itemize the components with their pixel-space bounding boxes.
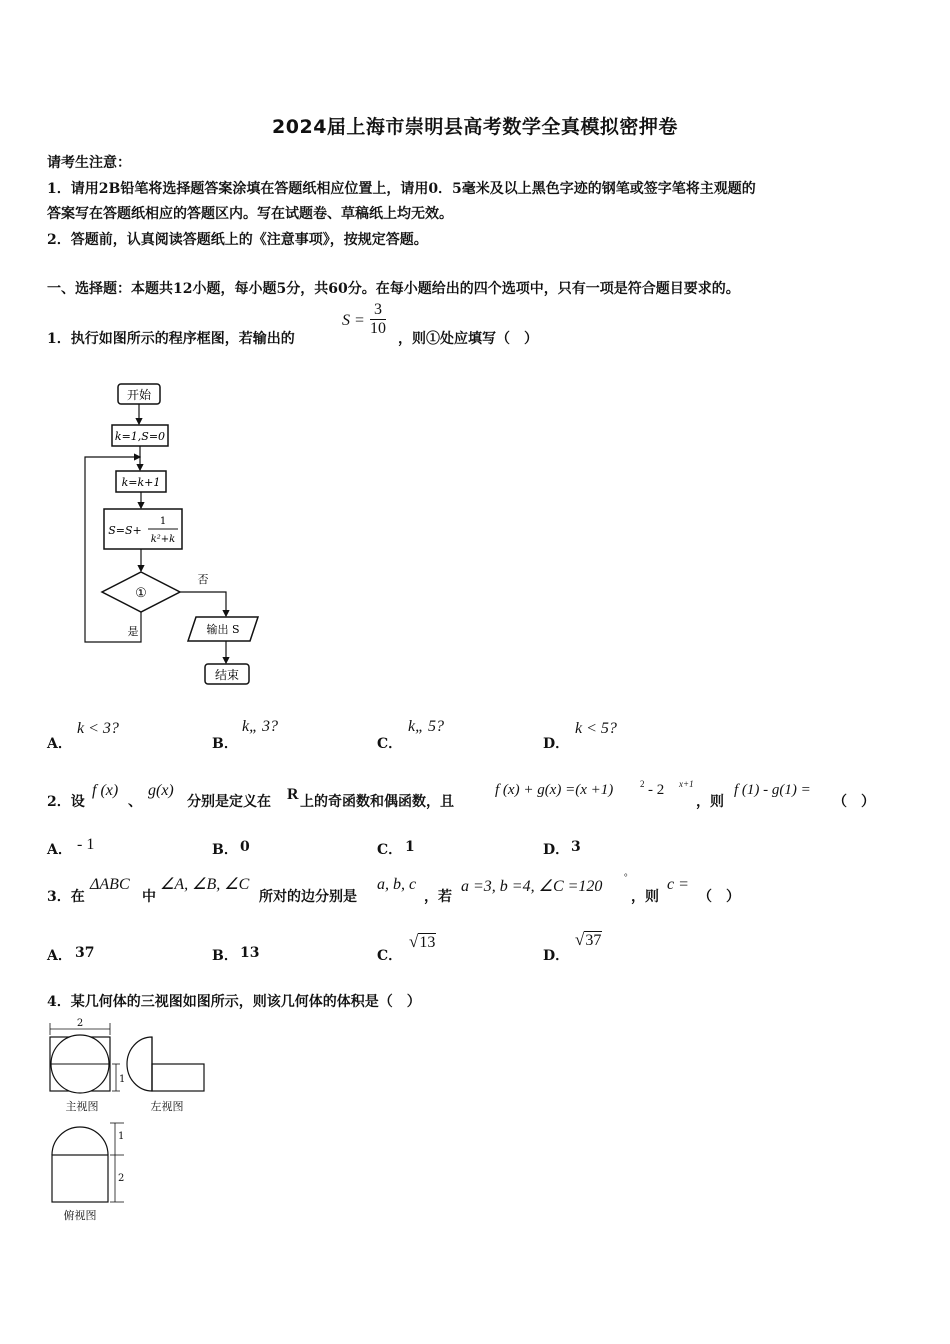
q1-fraction — [370, 301, 386, 338]
q3-c: c = — [667, 876, 689, 893]
q2-p3: 上的奇函数和偶函数，且 — [300, 794, 454, 810]
q3-condition: a =3, b =4, ∠C =120 — [461, 878, 603, 895]
q3-triangle: ΔABC — [90, 876, 130, 893]
flow-yes-label: 是 — [127, 625, 139, 638]
q4-text: 4．某几何体的三视图如图所示，则该几何体的体积是（ ） — [47, 994, 421, 1010]
front-width-dim: 2 — [76, 1018, 84, 1029]
flow-no-label: 否 — [197, 573, 209, 586]
q2-option-d-label: D． — [543, 842, 570, 858]
q2-gx: g(x) — [148, 782, 174, 799]
q2-R: R — [287, 786, 299, 803]
side-view-label: 左视图 — [150, 1100, 184, 1113]
q1-frac-den: 10 — [370, 320, 386, 337]
q3-option-c-value: √13 — [409, 932, 436, 951]
top-view-rect — [52, 1155, 108, 1202]
flow-condition-text: ① — [135, 586, 147, 601]
q3-sides: a, b, c — [377, 876, 417, 893]
q2-option-b-value: 0 — [240, 839, 250, 855]
q3-option-d-label: D． — [543, 948, 570, 964]
notice-heading: 请考生注意： — [47, 155, 131, 171]
q2-p1: 2．设 — [47, 794, 85, 810]
side-view-arc — [127, 1037, 152, 1091]
q3-p4: ，若 — [424, 889, 452, 905]
notice-item2: 2．答题前，认真阅读答题纸上的《注意事项》，按规定答题。 — [47, 232, 428, 248]
front-height-dim: 1 — [119, 1074, 126, 1085]
q2-sup2: x+1 — [679, 779, 694, 789]
q1-option-a-value: k < 3? — [77, 720, 119, 737]
side-view-rect — [152, 1064, 204, 1091]
q3-option-d-radicand: 37 — [585, 932, 602, 949]
q1-option-c-label: C． — [377, 736, 403, 752]
q3-p6: （ ） — [698, 889, 740, 905]
top-dim-2: 2 — [118, 1173, 125, 1184]
q1-suffix: ，则①处应填写（ ） — [398, 331, 538, 347]
q3-option-d-value: √37 — [575, 930, 602, 949]
flow-update-left: S=S+ — [108, 524, 142, 537]
front-view-label: 主视图 — [65, 1100, 99, 1113]
q1-option-d-value: k < 5? — [575, 720, 617, 737]
q2-option-c-label: C． — [377, 842, 403, 858]
notice-item1-line1: 1．请用2B铅笔将选择题答案涂填在答题纸相应位置上，请用0．5毫米及以上黑色字迹的钢笔或签字笔将主观题的 — [47, 181, 756, 197]
q3-p1: 3．在 — [47, 889, 85, 905]
flow-output-text: 输出 S — [206, 623, 240, 636]
flow-step-text: k=k+1 — [121, 476, 161, 489]
flow-update-den: k²+k — [150, 534, 176, 545]
flow-start-text: 开始 — [126, 388, 152, 402]
q1-option-d-label: D． — [543, 736, 570, 752]
flow-end-text: 结束 — [214, 668, 240, 682]
q3-option-c-radicand: 13 — [419, 934, 436, 951]
q2-option-a-label: A． — [47, 842, 72, 858]
q4-three-views — [40, 1015, 240, 1230]
q1-option-c-value: k„ 5? — [408, 718, 444, 735]
top-dim-1: 1 — [118, 1131, 125, 1142]
q3-p2: 中 — [142, 889, 156, 905]
q3-option-b-label: B． — [212, 948, 238, 964]
flow-init-text: k=1,S=0 — [114, 430, 166, 443]
q2-p4: ，则 — [696, 794, 724, 810]
q3-p5: ，则 — [631, 889, 659, 905]
q1-prefix: 1．执行如图所示的程序框图，若输出的 — [47, 331, 295, 347]
q3-option-b-value: 13 — [240, 945, 260, 961]
q2-option-b-label: B． — [212, 842, 238, 858]
q3-option-a-value: 37 — [75, 945, 95, 961]
q1-option-b-label: B． — [212, 736, 238, 752]
q1-frac-num: 3 — [370, 301, 386, 320]
q1-flowchart — [78, 378, 278, 690]
q2-fx: f (x) — [92, 782, 119, 799]
top-view-label: 俯视图 — [63, 1209, 97, 1222]
q3-option-c-label: C． — [377, 948, 403, 964]
q2-sep: 、 — [128, 794, 142, 810]
q3-angles: ∠A, ∠B, ∠C — [160, 876, 250, 893]
q1-math-s: S = — [342, 312, 365, 329]
q3-option-a-label: A． — [47, 948, 72, 964]
q2-option-d-value: 3 — [571, 839, 581, 855]
q1-option-a-label: A． — [47, 736, 72, 752]
top-view-arc — [52, 1127, 108, 1155]
q2-option-a-value: - 1 — [77, 836, 95, 853]
q3-degree: ° — [624, 872, 628, 882]
q2-p5: （ ） — [833, 794, 875, 810]
notice-item1-line2: 答案写在答题纸相应的答题区内。写在试题卷、草稿纸上均无效。 — [47, 206, 453, 222]
q1-option-b-value: k„ 3? — [242, 718, 278, 735]
page-title: 2024届上海市崇明县高考数学全真模拟密押卷 — [272, 116, 678, 138]
q3-p3: 所对的边分别是 — [259, 889, 357, 905]
q2-eq: f (x) + g(x) =(x +1) — [495, 782, 614, 798]
q2-p2: 分别是定义在 — [187, 794, 271, 810]
q2-eq2: - 2 — [648, 782, 665, 798]
section1-heading: 一、选择题：本题共12小题，每小题5分，共60分。在每小题给出的四个选项中，只有一项是符合题目要求的。 — [47, 281, 740, 297]
q2-sup1: 2 — [640, 779, 645, 789]
q2-option-c-value: 1 — [405, 839, 415, 855]
flow-update-num: 1 — [159, 516, 167, 527]
q2-eq3: f (1) - g(1) = — [734, 782, 811, 798]
